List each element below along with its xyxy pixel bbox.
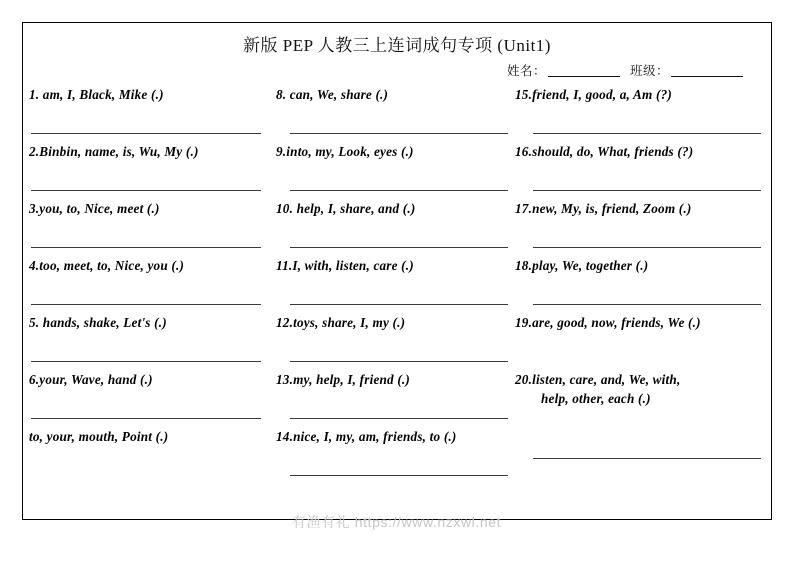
item-prompt: 6.your, Wave, hand (.)	[29, 372, 153, 387]
exercise-item	[29, 199, 275, 256]
exercise-item-answer-row	[515, 427, 765, 467]
item-prompt: 17.new, My, is, friend, Zoom (.)	[515, 201, 692, 216]
items-column-1	[29, 85, 275, 505]
answer-line[interactable]	[290, 304, 508, 305]
answer-line[interactable]	[290, 133, 508, 134]
exercise-item	[515, 370, 765, 427]
item-prompt: 19.are, good, now, friends, We (.)	[515, 315, 701, 330]
exercise-item	[276, 142, 514, 199]
item-prompt: 16.should, do, What, friends (?)	[515, 144, 694, 159]
items-column-3	[515, 85, 765, 505]
answer-line[interactable]	[31, 418, 261, 419]
exercise-item	[515, 256, 765, 313]
items-column-2	[276, 85, 514, 505]
item-prompt	[515, 370, 765, 408]
worksheet-page	[22, 22, 772, 520]
item-prompt: 1. am, I, Black, Mike (.)	[29, 87, 164, 102]
item-prompt: 13.my, help, I, friend (.)	[276, 372, 411, 387]
item-prompt: 3.you, to, Nice, meet (.)	[29, 201, 160, 216]
exercise-item	[515, 85, 765, 142]
class-blank[interactable]	[671, 64, 743, 77]
answer-line[interactable]	[290, 361, 508, 362]
exercise-items-area	[23, 85, 771, 505]
exercise-item	[29, 370, 275, 427]
answer-line[interactable]	[31, 190, 261, 191]
item-prompt: 18.play, We, together (.)	[515, 258, 649, 273]
exercise-item	[29, 313, 275, 370]
item-prompt: 10. help, I, share, and (.)	[276, 201, 416, 216]
page-title: 新版 PEP 人教三上连词成句专项 (Unit1)	[243, 36, 551, 55]
item-prompt: 8. can, We, share (.)	[276, 87, 389, 102]
item-prompt: 14.nice, I, my, am, friends, to (.)	[276, 429, 457, 444]
answer-line[interactable]	[31, 133, 261, 134]
item-prompt: to, your, mouth, Point (.)	[29, 429, 169, 444]
item-prompt: 15.friend, I, good, a, Am (?)	[515, 87, 672, 102]
answer-line[interactable]	[290, 247, 508, 248]
item-prompt: 2.Binbin, name, is, Wu, My (.)	[29, 144, 199, 159]
answer-line[interactable]	[290, 418, 508, 419]
answer-line[interactable]	[31, 361, 261, 362]
item-prompt: 9.into, my, Look, eyes (.)	[276, 144, 414, 159]
answer-line[interactable]	[31, 247, 261, 248]
exercise-item	[29, 256, 275, 313]
student-meta-line	[507, 61, 753, 79]
answer-line[interactable]	[533, 190, 761, 191]
name-blank[interactable]	[548, 64, 620, 77]
answer-line[interactable]	[533, 247, 761, 248]
watermark: 有渔有礼 https://www.nzxwl.net	[291, 514, 502, 530]
exercise-item	[29, 142, 275, 199]
item-prompt: 4.too, meet, to, Nice, you (.)	[29, 258, 185, 273]
answer-line[interactable]	[290, 190, 508, 191]
answer-line[interactable]	[533, 304, 761, 305]
item-prompt-line-2: help, other, each (.)	[541, 391, 651, 407]
exercise-item	[276, 256, 514, 313]
answer-line[interactable]	[533, 133, 761, 134]
answer-line[interactable]	[31, 304, 261, 305]
exercise-item	[276, 427, 514, 484]
exercise-item	[29, 427, 275, 484]
exercise-item	[515, 199, 765, 256]
item-prompt: 5. hands, shake, Let's (.)	[29, 315, 167, 330]
class-label: 班级：	[629, 64, 669, 78]
item-prompt: 12.toys, share, I, my (.)	[276, 315, 406, 330]
answer-line[interactable]	[290, 475, 508, 476]
exercise-item	[515, 313, 765, 370]
exercise-item	[515, 142, 765, 199]
exercise-item	[29, 85, 275, 142]
name-label: 姓名：	[506, 64, 546, 78]
exercise-item	[276, 199, 514, 256]
exercise-item	[276, 85, 514, 142]
item-prompt-line-1: 20.listen, care, and, We, with,	[515, 372, 681, 387]
exercise-item	[276, 313, 514, 370]
exercise-item	[276, 370, 514, 427]
answer-line[interactable]	[533, 458, 761, 459]
item-prompt: 11.I, with, listen, care (.)	[276, 258, 414, 273]
